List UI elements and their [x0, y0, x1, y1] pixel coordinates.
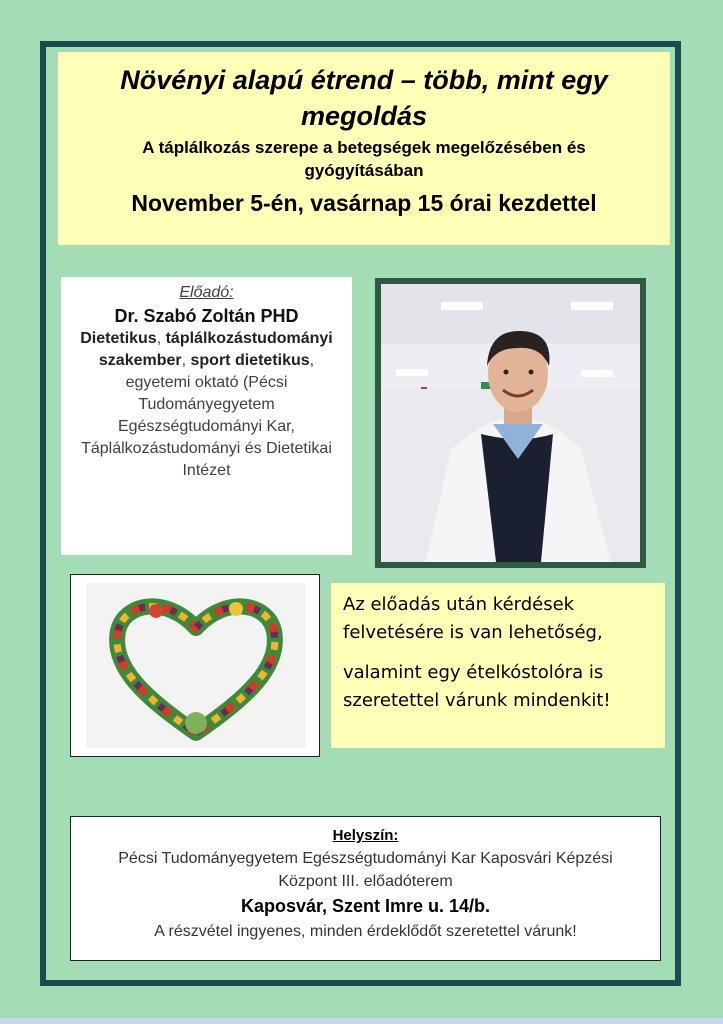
qa-tasting-note — [331, 583, 665, 748]
presenter-label: Előadó: — [179, 284, 234, 301]
presenter-name: Dr. Szabó Zoltán PHD — [114, 306, 299, 326]
poster-frame — [40, 41, 681, 986]
poster-header — [58, 52, 670, 245]
presenter-description: Dietetikus, táplálkozástudományi szakember, sport dietetikus, egyetemi oktató (Pécsi Tudományegyetem Egészségtudományi Kar, Táplálkozástudományi és Dietetikai Intézet — [80, 330, 333, 479]
presenter-photo-illustration — [381, 284, 640, 562]
presenter-photo — [375, 278, 646, 568]
presenter-role-2: táplálkozástudományi szakember — [98, 330, 333, 369]
poster-title: Növényi alapú étrend – több, mint egy megoldás — [120, 65, 608, 131]
presenter-role-1: Dietetikus — [80, 330, 157, 347]
food-heart-image-box — [70, 574, 320, 757]
presenter-card — [61, 277, 352, 555]
venue-label: Helyszín: — [332, 827, 399, 844]
venue-box — [70, 816, 661, 961]
presenter-role-4: egyetemi oktató — [125, 374, 239, 391]
venue-notice: A részvétel ingyenes, minden érdeklődőt szeretettel várunk! — [154, 923, 577, 940]
presenter-role-3: sport dietetikus — [190, 352, 310, 369]
venue-address: Kaposvár, Szent Imre u. 14/b. — [240, 896, 491, 916]
vegetable-heart-icon — [86, 583, 306, 748]
venue-place: Pécsi Tudományegyetem Egészségtudományi Kar Kaposvári Képzési Központ III. előadóterem — [118, 850, 613, 890]
qa-note-text: Az előadás után kérdések felvetésére is van lehetőség, — [343, 594, 603, 643]
tasting-note-text: valamint egy ételkóstolóra is szeretettel várunk mindenkit! — [343, 662, 611, 711]
food-heart-image — [86, 583, 306, 748]
presenter-affiliation: (Pécsi Tudományegyetem Egészségtudományi Kar, Táplálkozástudományi és Dietetikai Intézet — [81, 374, 332, 479]
poster-subtitle: A táplálkozás szerepe a betegségek megelőzésében és gyógyításában — [142, 138, 586, 180]
event-date: November 5-én, vasárnap 15 órai kezdettel — [131, 190, 597, 216]
page-bottom-strip — [0, 1018, 723, 1024]
